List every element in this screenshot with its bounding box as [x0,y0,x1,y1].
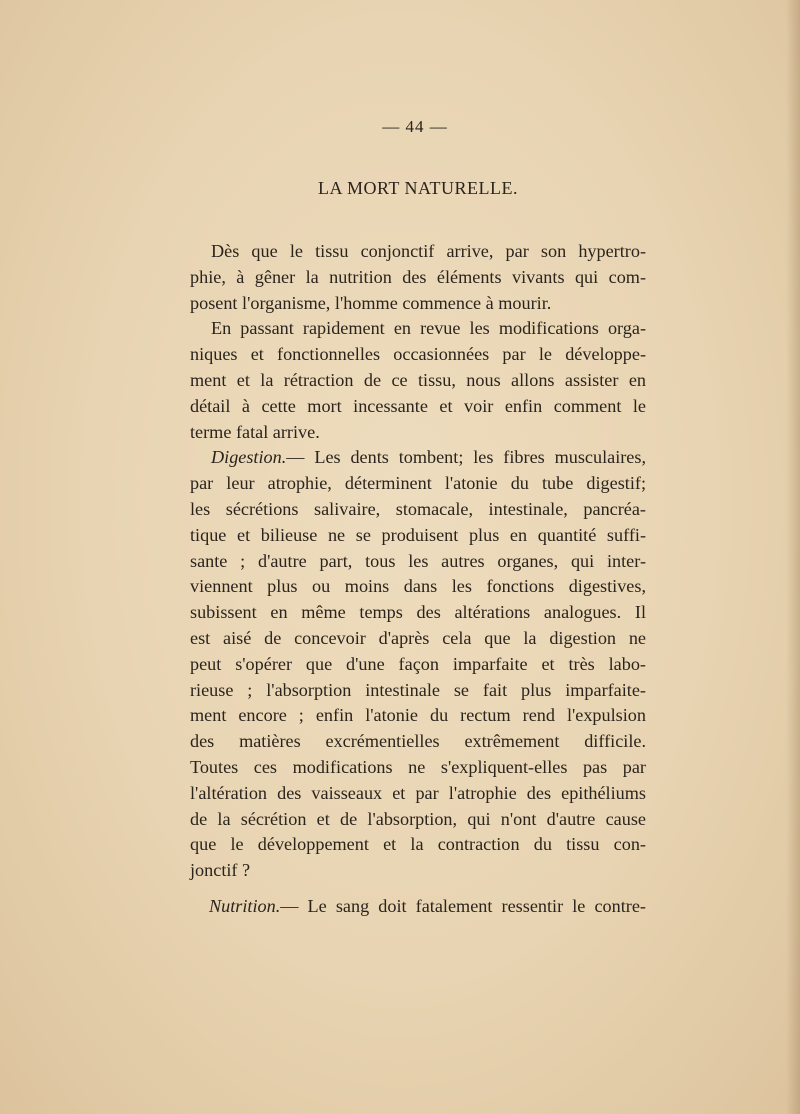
text-line: phie, à gêner la nutrition des éléments vivants qui com- [190,266,646,287]
text-line: de la sécrétion et de l'absorption, qui n'ont d'autre cause [190,808,646,829]
text-line: rieuse ; l'absorption intestinale se fait plus imparfaite- [190,679,646,700]
text-line: Toutes ces modifications ne s'expliquent-elles pas par [190,756,646,777]
paragraph [190,316,646,445]
text-line [190,894,646,920]
text-line: tique et bilieuse ne se produisent plus en quantité suffi- [190,524,646,545]
section-heading-nutrition: Nutrition. [209,895,281,916]
text-line: par leur atrophie, déterminent l'atonie du tube digestif; [190,473,646,494]
paragraph [190,239,646,316]
text-line: jonctif ? [190,860,251,881]
text-line: terme fatal arrive. [190,421,320,442]
text-line: subissent en même temps des altérations analogues. Il [190,602,646,623]
text-line: Dès que le tissu conjonctif arrive, par son hypertro- [211,241,646,261]
section-heading-digestion: Digestion. [211,447,287,468]
text-line-rest: — Le sang doit fatalement ressentir le contre- [280,895,646,916]
paragraph-digestion [190,445,646,884]
page-edge-shadow [786,0,800,1114]
text-line: détail à cette mort incessante et voir enfin comment le [190,395,646,416]
page-number: — 44 — [382,117,448,136]
text-line: des matières excrémentielles extrêmement difficile. [190,731,646,752]
text-line: posent l'organisme, l'homme commence à mourir. [190,292,552,313]
text-line: l'altération des vaisseaux et par l'atrophie des epithéliums [190,782,646,803]
text-line-rest: — Les dents tombent; les fibres musculaires, [286,447,646,468]
text-line: que le développement et la contraction du tissu con- [190,834,646,855]
text-line: ment et la rétraction de ce tissu, nous allons assister en [190,369,646,390]
text-line: En passant rapidement en revue les modifications orga- [211,318,646,339]
chapter-title: LA MORT NATURELLE. [317,178,519,198]
text-line: les sécrétions salivaire, stomacale, intestinale, pancréa- [190,498,646,519]
text-line: ment encore ; enfin l'atonie du rectum rend l'expulsion [190,705,646,726]
body-text [190,239,646,920]
text-line: viennent plus ou moins dans les fonctions digestives, [190,576,646,597]
paragraph-nutrition [190,894,646,920]
text-line: peut s'opérer que d'une façon imparfaite et très labo- [190,653,646,674]
text-line: niques et fonctionnelles occasionnées par le développe- [190,344,646,365]
text-line [190,445,646,471]
text-line: est aisé de concevoir d'après cela que la digestion ne [190,627,646,648]
text-line: sante ; d'autre part, tous les autres organes, qui inter- [190,550,646,571]
